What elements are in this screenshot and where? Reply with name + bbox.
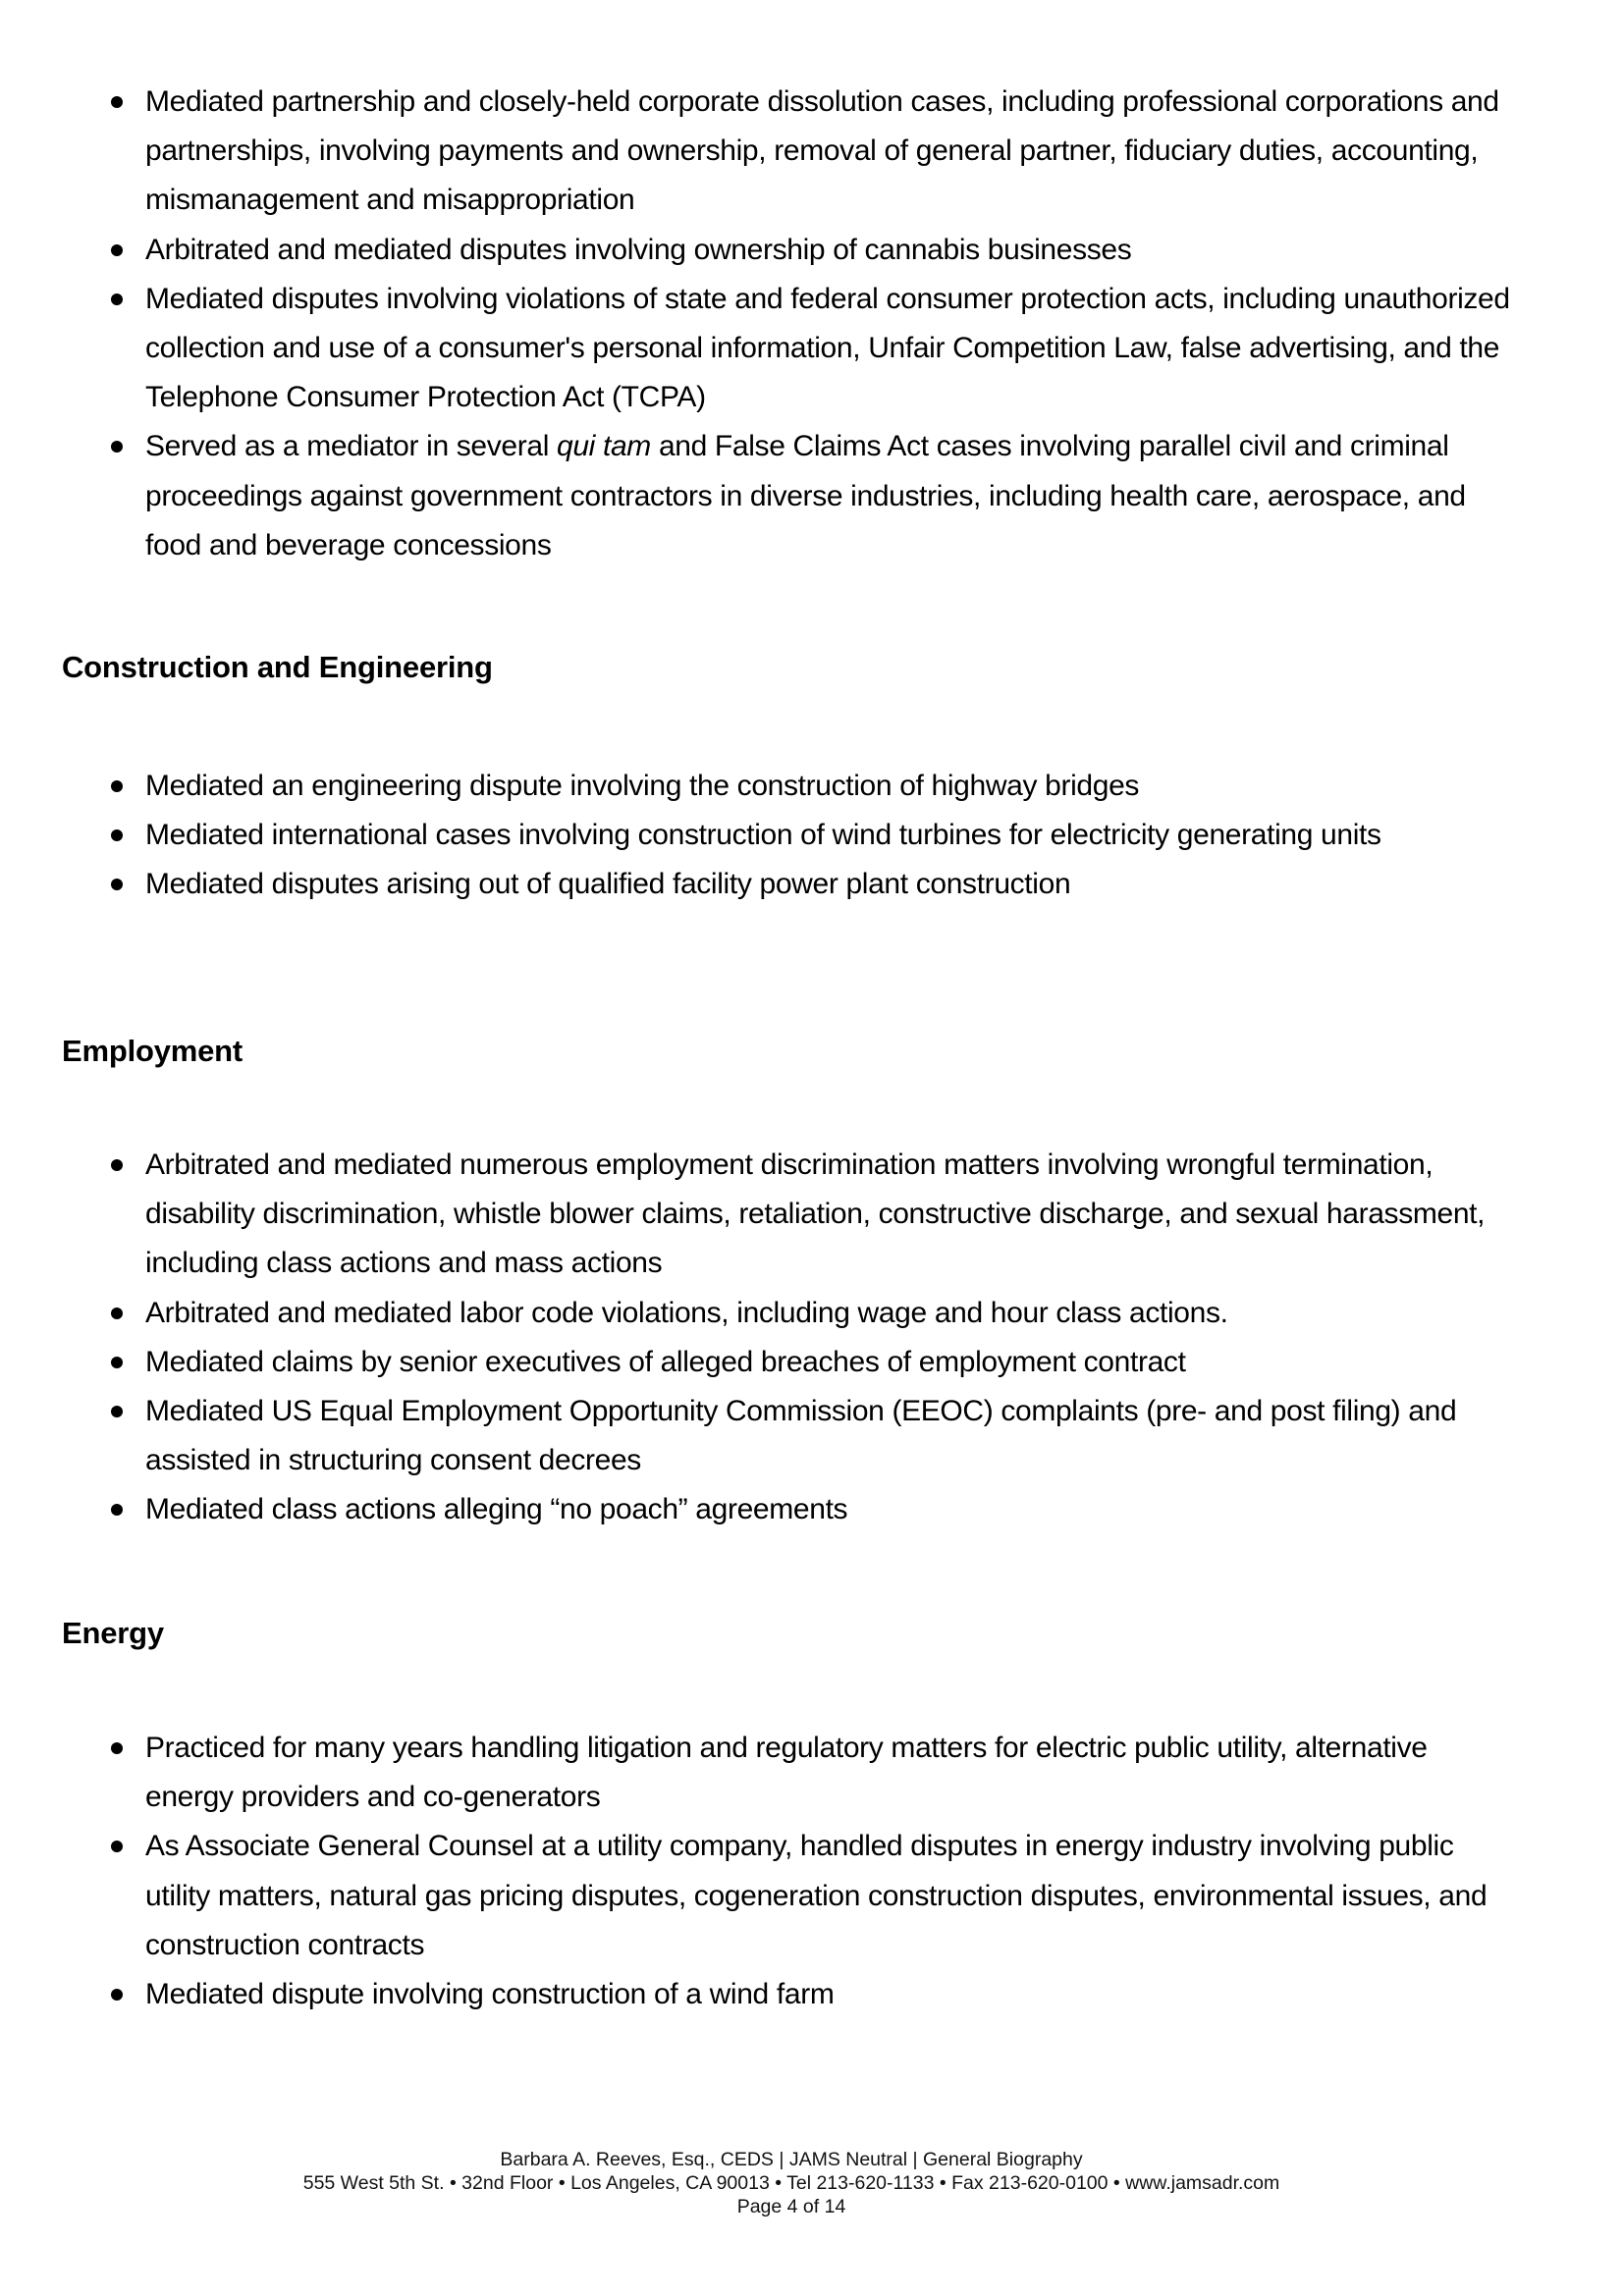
bullet-icon [111,96,123,108]
bullet-icon [111,1841,123,1852]
footer-author-line: Barbara A. Reeves, Esq., CEDS | JAMS Neutral | General Biography [500,2149,1083,2170]
page-footer [0,2148,1583,2218]
list-item: Served as a mediator in several qui tam and False Claims Act cases involving parallel civil and criminal proceedings against government contractors in diverse industries, including health care, aerospace, and food and beverage concessions [0,422,1520,570]
employment-list-block [0,1141,1623,1535]
bullet-icon [111,244,123,256]
bullet-icon [111,1742,123,1754]
page-number: Page 4 of 14 [736,2196,846,2217]
list-item: Mediated disputes involving violations of state and federal consumer protection acts, including unauthorized collection and use of a consumer's personal information, Unfair Competition Law, false advertising, and the Telephone Consumer Protection Act (TCPA) [0,275,1520,423]
list-item: Arbitrated and mediated disputes involving ownership of cannabis businesses [0,226,1520,275]
bullet-icon [111,1504,123,1516]
list-item: Arbitrated and mediated numerous employment discrimination matters involving wrongful termination, disability discrimination, whistle blower claims, retaliation, constructive discharge, and sexual harassment, including class actions and mass actions [0,1141,1520,1289]
bullet-icon [111,780,123,792]
bullet-icon [111,1308,123,1319]
bullet-icon [111,294,123,305]
energy-list-block [0,1724,1623,2019]
construction-list-block [0,762,1623,910]
list-item: Mediated dispute involving construction of a wind farm [0,1970,1520,2019]
bullet-icon [111,1989,123,2001]
employment-bullet-list [0,1141,1623,1535]
energy-bullet-list [0,1724,1623,2019]
list-item: Mediated an engineering dispute involving the construction of highway bridges [0,762,1520,811]
bullet-icon [111,441,123,453]
bullet-icon [111,829,123,841]
list-item: Mediated claims by senior executives of alleged breaches of employment contract [0,1338,1520,1387]
bullet-icon [111,1406,123,1417]
list-item: Mediated international cases involving construction of wind turbines for electricity generating units [0,811,1520,860]
footer-address-line: 555 West 5th St. • 32nd Floor • Los Angeles, CA 90013 • Tel 213-620-1133 • Fax 213-620-0100 • www.jamsadr.com [302,2172,1280,2194]
list-item: As Associate General Counsel at a utility company, handled disputes in energy industry involving public utility matters, natural gas pricing disputes, cogeneration construction disputes, environmental issues, and construction contracts [0,1822,1520,1970]
section-heading-energy: Energy [62,1616,164,1650]
bullet-icon [111,1357,123,1368]
bullet-icon [111,1159,123,1171]
list-item: Mediated US Equal Employment Opportunity Commission (EEOC) complaints (pre- and post filing) and assisted in structuring consent decrees [0,1387,1520,1485]
list-item: Mediated disputes arising out of qualified facility power plant construction [0,860,1520,909]
intro-list-block [0,78,1623,570]
list-item: Arbitrated and mediated labor code violations, including wage and hour class actions. [0,1289,1520,1338]
section-heading-construction: Construction and Engineering [62,650,493,684]
intro-bullet-list [0,78,1623,570]
italic-term: qui tam [557,430,651,463]
list-item: Practiced for many years handling litigation and regulatory matters for electric public utility, alternative energy providers and co-generators [0,1724,1520,1822]
section-heading-employment: Employment [62,1034,243,1068]
bullet-icon [111,879,123,890]
list-item: Mediated partnership and closely-held corporate dissolution cases, including professional corporations and partnerships, involving payments and ownership, removal of general partner, fiduciary duties, accounting, mismanagement and misappropriation [0,78,1520,226]
list-item: Mediated class actions alleging “no poach” agreements [0,1485,1520,1534]
construction-bullet-list [0,762,1623,910]
